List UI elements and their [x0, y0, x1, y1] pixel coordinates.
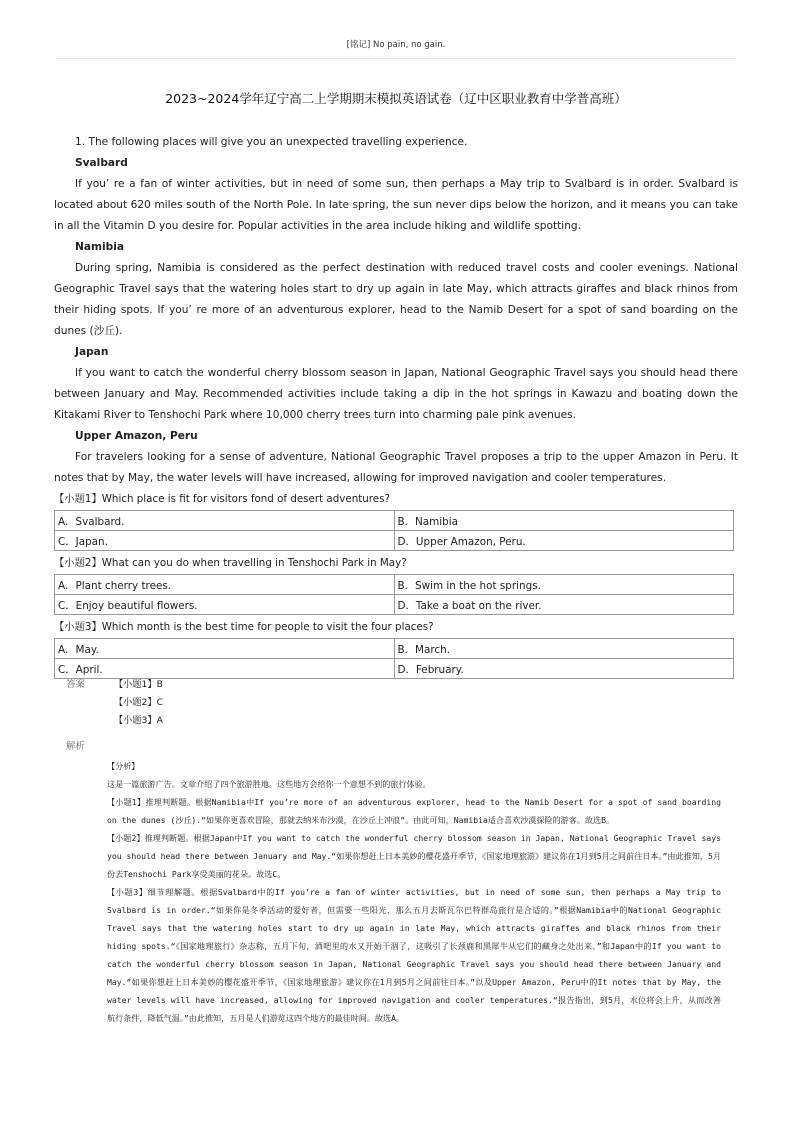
sub-question-2-options: [54, 574, 734, 615]
option-a[interactable]: A．Plant cherry trees.: [55, 575, 395, 595]
analysis-sub-question-1: 【小题1】推理判断题。根据Namibia中If you’re more of an adventurous explorer, head to the Namib Desert for a spot of sand boarding on the dunes (沙丘).“如果你更喜欢冒险，那就去纳米布沙漠，在沙丘上冲浪”。由此可知，Namibia适合喜欢沙漠探险的游客。故选B。: [107, 797, 721, 825]
question-body: [54, 132, 738, 681]
question-intro: 1. The following places will give you an unexpected travelling experience.: [75, 136, 468, 148]
section-title-japan: Japan: [75, 346, 109, 358]
section-text-svalbard: If you’ re a fan of winter activities, but in need of some sun, then perhaps a May trip to Svalbard is in order. Svalbard is located about 620 miles south of the North Pole. In late spring, the sun never dips below the horizon, and it means you can take in all the Vitamin D you desire for. Popular activities in the area include hiking and wildlife spotting.: [54, 178, 738, 232]
section-title-peru: Upper Amazon, Peru: [75, 430, 198, 442]
analysis-sub-question-2: 【小题2】推理判断题。根据Japan中If you want to catch the wonderful cherry blossom season in Japan, National Geographic Travel says you should head there between January and May.“如果你想赶上日本美妙的樱花盛开季节，《国家地理旅游》建议你在1月到5月之间前往日本。”由此推知，5月份去Tenshochi Park享受美丽的花朵。故选C。: [107, 833, 721, 879]
option-b[interactable]: B．Swim in the hot springs.: [394, 575, 734, 595]
header-motto: [铭记] No pain, no gain.: [346, 40, 446, 50]
sub-question-3-stem: 【小题3】Which month is the best time for people to visit the four places?: [54, 621, 434, 633]
option-a[interactable]: A．Svalbard.: [55, 511, 395, 531]
option-c[interactable]: C．Japan.: [55, 531, 395, 551]
section-text-japan: If you want to catch the wonderful cherry blossom season in Japan, National Geographic Travel says you should head there between January and May. Recommended activities include taking a dip in the hot springs in Kawazu and boating down the Kitakami River to Tenshochi Park where 10,000 cherry trees turn into charming pale pink avenues.: [54, 367, 738, 421]
page-title: 2023~2024学年辽宁高二上学期期末模拟英语试卷（辽中区职业教育中学普高班）: [165, 91, 627, 106]
sub-question-2-stem: 【小题2】What can you do when travelling in Tenshochi Park in May?: [54, 557, 407, 569]
section-title-namibia: Namibia: [75, 241, 125, 253]
sub-question-1-stem: 【小题1】Which place is fit for visitors fond of desert adventures?: [54, 493, 390, 505]
section-text-namibia: During spring, Namibia is considered as the perfect destination with reduced travel costs and cooler evenings. National Geographic Travel says that the watering holes start to dry up again in late May, which attracts giraffes and black rhinos from their hiding spots. If you’ re more of an adventurous explorer, head to the Namib Desert for a spot of sand boarding on the dunes (沙丘).: [54, 262, 738, 337]
option-b[interactable]: B．Namibia: [394, 511, 734, 531]
option-a[interactable]: A．May.: [55, 639, 395, 659]
answer-list: [114, 676, 163, 730]
option-b[interactable]: B．March.: [394, 639, 734, 659]
option-d[interactable]: D．February.: [394, 659, 734, 679]
option-d[interactable]: D．Take a boat on the river.: [394, 595, 734, 615]
analysis-heading: 【分析】: [107, 761, 140, 771]
answer-item: 【小题2】C: [114, 697, 164, 708]
option-c[interactable]: C．April.: [55, 659, 395, 679]
sub-question-1-options: [54, 510, 734, 551]
sub-question-3-options: [54, 638, 734, 679]
option-c[interactable]: C．Enjoy beautiful flowers.: [55, 595, 395, 615]
analysis-summary: 这是一篇旅游广告。文章介绍了四个旅游胜地。这些地方会给你一个意想不到的旅行体验。: [107, 779, 431, 789]
section-text-peru: For travelers looking for a sense of adventure, National Geographic Travel proposes a trip to the upper Amazon in Peru. It notes that by May, the water levels will have increased, allowing for improved navigation and cooler temperatures.: [54, 451, 738, 484]
option-d[interactable]: D．Upper Amazon, Peru.: [394, 531, 734, 551]
answer-item: 【小题3】A: [114, 715, 163, 726]
answer-item: 【小题1】B: [114, 679, 163, 690]
header-divider: [56, 58, 736, 59]
section-title-svalbard: Svalbard: [75, 157, 128, 169]
analysis-label: 解析: [66, 741, 86, 752]
analysis-sub-question-3: 【小题3】细节理解题。根据Svalbard中的If you’re a fan of winter activities, but in need of some sun, then perhaps a May trip to Svalbard is in order.“如果你是冬季活动的爱好者，但需要一些阳光，那么五月去斯瓦尔巴特群岛旅行是合适的。”根据Namibia中的National Geographic Travel says that the watering holes start to dry up again in late May, which attracts giraffes and black rhinos from their hiding spots.“《国家地理旅行》杂志称，五月下旬，酒吧里的水又开始干涸了，这吸引了长颈鹿和黑犀牛从它们的藏身之处出来。”和Japan中的If you want to catch the wonderful cherry blossom season in Japan, National Geographic Travel says you should head there between January and May.“如果你想赶上日本美妙的樱花盛开季节，《国家地理旅游》建议你在1月到5月之间前往日本。”以及Upper Amazon, Peru中的It notes that by May, the water levels will have increased, allowing for improved navigation and cooler temperatures.“报告指出，到5月，水位将会上升，从而改善航行条件，降低气温。”由此推知，五月是人们游览这四个地方的最佳时间。故选A。: [107, 887, 721, 1023]
answer-label: 答案: [66, 679, 86, 690]
analysis-section: [107, 757, 721, 1027]
